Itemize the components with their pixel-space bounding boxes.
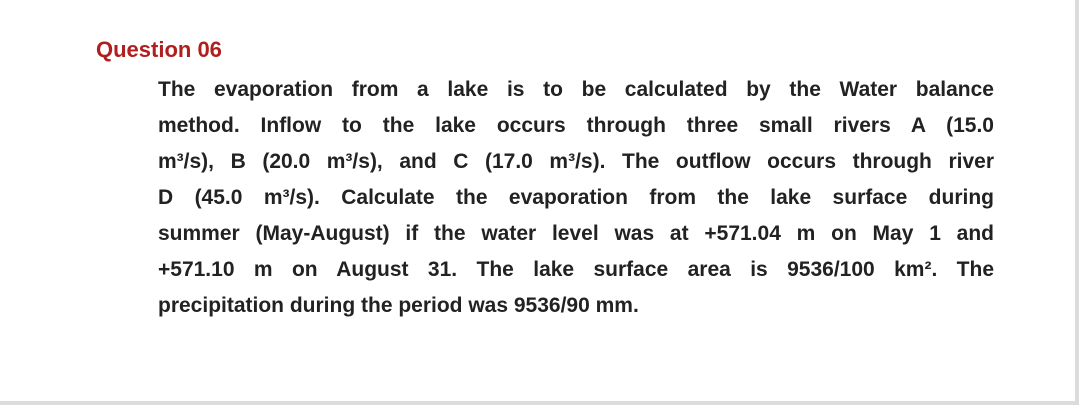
question-text-line: m³/s), B (20.0 m³/s), and C (17.0 m³/s). The outflow occurs through river [158, 150, 994, 173]
question-text-line: method. Inflow to the lake occurs through three small rivers A (15.0 [158, 114, 994, 137]
question-body [158, 73, 994, 325]
question-text-line: The evaporation from a lake is to be calculated by the Water balance [158, 78, 994, 101]
question-text-line: summer (May-August) if the water level was at +571.04 m on May 1 and [158, 222, 994, 245]
question-heading: Question 06 [96, 37, 222, 62]
question-text-line: precipitation during the period was 9536/90 mm. [158, 294, 639, 317]
question-text-line: D (45.0 m³/s). Calculate the evaporation from the lake surface during [158, 186, 994, 209]
question-text-line: +571.10 m on August 31. The lake surface area is 9536/100 km². The [158, 258, 994, 281]
